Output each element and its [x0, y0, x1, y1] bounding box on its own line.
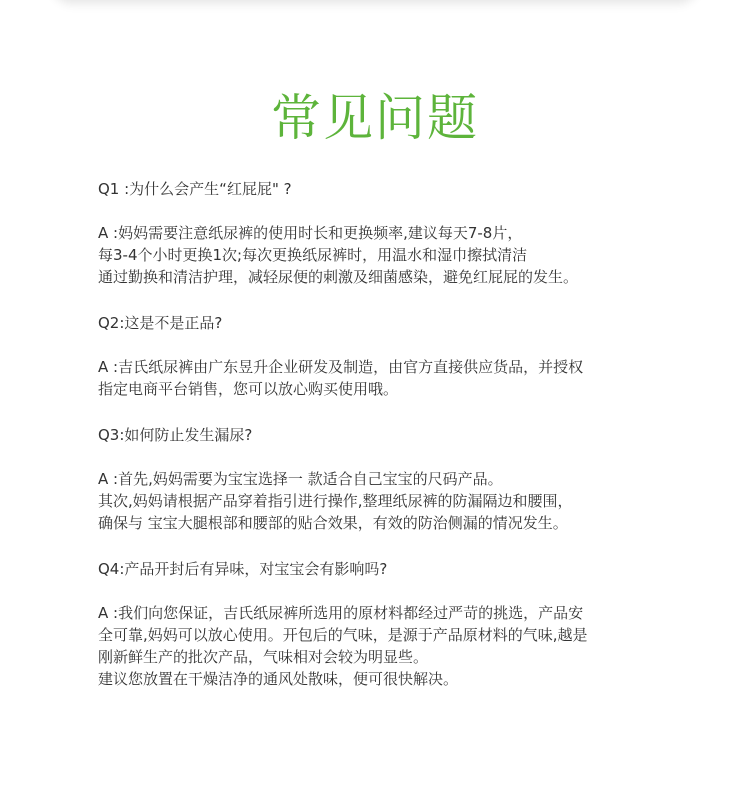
answer-line: 全可靠,妈妈可以放心使用。开包后的气味，是源于产品原材料的气味,越是 — [98, 626, 588, 644]
answer-line: 刚新鲜生产的批次产品，气味相对会较为明显些。 — [98, 648, 429, 666]
faq-question: Q4:产品开封后有异味，对宝宝会有影响吗? — [98, 560, 388, 578]
faq-answer — [98, 222, 658, 288]
answer-line: A :妈妈需要注意纸尿裤的使用时长和更换频率,建议每天7-8片， — [98, 224, 523, 242]
faq-answer — [98, 602, 658, 690]
faq-item-q2 — [98, 312, 658, 400]
faq-question: Q1 :为什么会产生“红屁屁" ? — [98, 180, 292, 198]
faq-answer — [98, 356, 658, 400]
faq-item-q4 — [98, 558, 658, 690]
faq-question: Q2:这是不是正品? — [98, 314, 223, 332]
answer-line: 其次,妈妈请根据产品穿着指引进行操作,整理纸尿裤的防漏隔边和腰围， — [98, 492, 573, 510]
faq-list — [98, 178, 658, 714]
answer-line: 每3-4个小时更换1次;每次更换纸尿裤时，用温水和湿巾擦拭清洁 — [98, 246, 528, 264]
answer-line: 指定电商平台销售，您可以放心购买使用哦。 — [98, 380, 399, 398]
faq-item-q3 — [98, 424, 658, 534]
faq-question: Q3:如何防止发生漏尿? — [98, 426, 253, 444]
faq-item-q1 — [98, 178, 658, 288]
answer-line: 建议您放置在干燥洁净的通风处散味，便可很快解决。 — [98, 670, 459, 688]
answer-line: A :首先,妈妈需要为宝宝选择一 款适合自己宝宝的尺码产品。 — [98, 470, 503, 488]
page-title: 常见问题 — [271, 89, 479, 147]
answer-line: A :我们向您保证，吉氏纸尿裤所选用的原材料都经过严苛的挑选，产品安 — [98, 604, 584, 622]
answer-line: 确保与 宝宝大腿根部和腰部的贴合效果，有效的防治侧漏的情况发生。 — [98, 514, 568, 532]
faq-answer — [98, 468, 658, 534]
answer-line: 通过勤换和清洁护理，减轻尿便的刺激及细菌感染，避免红屁屁的发生。 — [98, 268, 579, 286]
answer-line: A :吉氏纸尿裤由广东昱升企业研发及制造，由官方直接供应货品，并授权 — [98, 358, 584, 376]
